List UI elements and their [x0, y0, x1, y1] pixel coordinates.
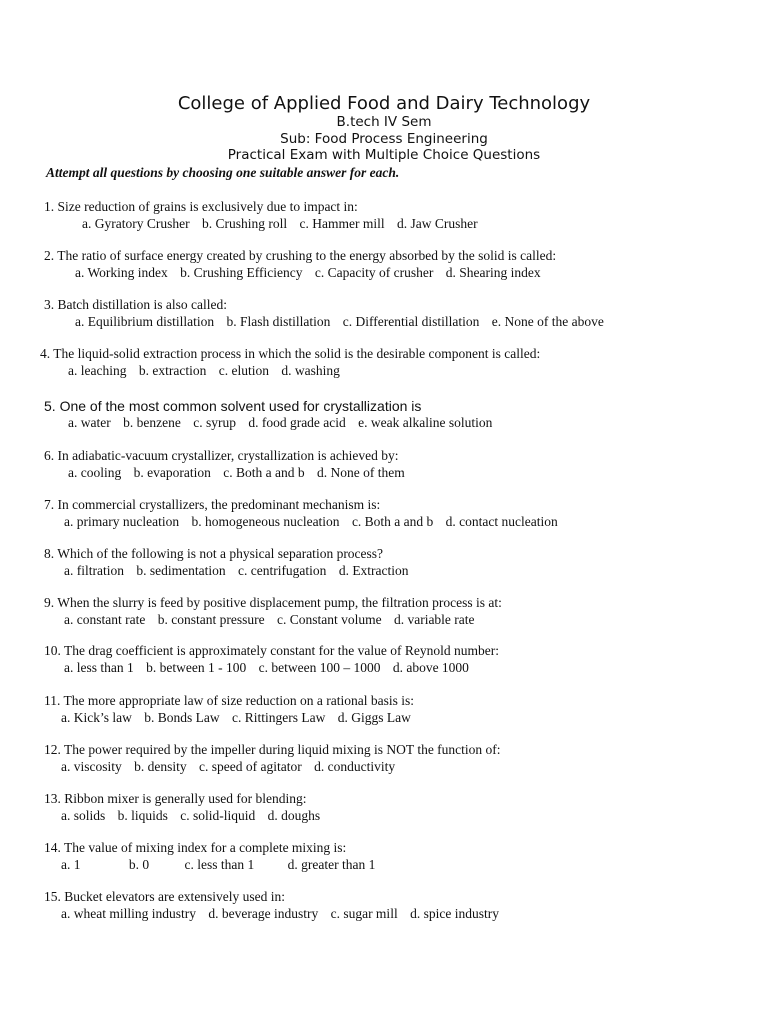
options-row: [75, 314, 613, 330]
question-stem: 6. In adiabatic-vacuum crystallizer, crystallization is achieved by:: [44, 448, 399, 463]
option[interactable]: c. Hammer mill: [299, 216, 385, 231]
question-stem: 4. The liquid-solid extraction process in which the solid is the desirable component is called:: [40, 346, 541, 361]
options-row: [68, 363, 349, 379]
option[interactable]: b. benzene: [123, 415, 181, 430]
option[interactable]: a. solids: [61, 808, 106, 823]
option[interactable]: a. Equilibrium distillation: [75, 314, 215, 329]
option[interactable]: e. None of the above: [491, 314, 604, 329]
option[interactable]: d. Jaw Crusher: [396, 216, 478, 231]
option[interactable]: a. water: [68, 415, 111, 430]
option[interactable]: c. Both a and b: [351, 514, 434, 529]
option[interactable]: b. evaporation: [133, 465, 211, 480]
option[interactable]: c. Rittingers Law: [231, 710, 326, 725]
question-stem: 11. The more appropriate law of size reduction on a rational basis is:: [44, 693, 415, 708]
exam-line: Practical Exam with Multiple Choice Questions: [227, 147, 541, 163]
option[interactable]: c. between 100 – 1000: [258, 660, 381, 675]
option[interactable]: d. Extraction: [338, 563, 409, 578]
question-stem: 10. The drag coefficient is approximately constant for the value of Reynold number:: [44, 643, 499, 658]
option[interactable]: b. homogeneous nucleation: [191, 514, 340, 529]
options-row: [64, 563, 418, 579]
question-stem: 15. Bucket elevators are extensively used in:: [44, 889, 286, 904]
option[interactable]: a. less than 1: [64, 660, 134, 675]
options-row: [82, 216, 487, 232]
option[interactable]: c. less than 1: [184, 857, 255, 872]
question-stem: 5. One of the most common solvent used for crystallization is: [44, 398, 422, 414]
option[interactable]: c. Both a and b: [223, 465, 305, 480]
option[interactable]: d. greater than 1: [287, 857, 376, 872]
option[interactable]: c. solid-liquid: [180, 808, 256, 823]
question-stem: 9. When the slurry is feed by positive displacement pump, the filtration process is at:: [44, 595, 502, 610]
option[interactable]: a. Kick’s law: [61, 710, 132, 725]
option[interactable]: d. above 1000: [392, 660, 469, 675]
option[interactable]: d. Shearing index: [445, 265, 541, 280]
option[interactable]: d. food grade acid: [248, 415, 346, 430]
options-row: [61, 857, 384, 873]
option[interactable]: c. sugar mill: [330, 906, 398, 921]
option[interactable]: b. between 1 - 100: [146, 660, 247, 675]
option[interactable]: d. doughs: [267, 808, 321, 823]
option[interactable]: c. elution: [218, 363, 269, 378]
option[interactable]: c. Capacity of crusher: [314, 265, 434, 280]
option[interactable]: b. extraction: [138, 363, 207, 378]
option[interactable]: b. liquids: [117, 808, 168, 823]
options-row: [61, 906, 508, 922]
option[interactable]: c. Differential distillation: [342, 314, 480, 329]
option[interactable]: b. Crushing roll: [201, 216, 288, 231]
course-line: B.tech IV Sem: [336, 114, 432, 130]
option[interactable]: c. speed of agitator: [199, 759, 302, 774]
option[interactable]: b. density: [134, 759, 187, 774]
option[interactable]: a. filtration: [64, 563, 124, 578]
option[interactable]: d. None of them: [316, 465, 405, 480]
option[interactable]: a. Gyratory Crusher: [82, 216, 190, 231]
option[interactable]: a. viscosity: [61, 759, 122, 774]
option[interactable]: d. conductivity: [314, 759, 396, 774]
option[interactable]: a. constant rate: [64, 612, 146, 627]
option[interactable]: d. contact nucleation: [445, 514, 558, 529]
option[interactable]: b. Bonds Law: [144, 710, 220, 725]
option[interactable]: c. syrup: [193, 415, 236, 430]
question-stem: 8. Which of the following is not a physical separation process?: [44, 546, 384, 561]
option[interactable]: d. spice industry: [410, 906, 499, 921]
option[interactable]: b. Crushing Efficiency: [180, 265, 303, 280]
option[interactable]: c. Constant volume: [276, 612, 382, 627]
options-row: [61, 808, 329, 824]
option[interactable]: a. wheat milling industry: [61, 906, 196, 921]
options-row: [64, 612, 484, 628]
options-row: [64, 514, 567, 530]
options-row: [61, 759, 404, 775]
option[interactable]: a. Working index: [75, 265, 168, 280]
question-stem: 2. The ratio of surface energy created by crushing to the energy absorbed by the solid is called:: [44, 248, 557, 263]
option[interactable]: a. cooling: [68, 465, 122, 480]
option[interactable]: a. leaching: [68, 363, 127, 378]
option[interactable]: d. variable rate: [393, 612, 475, 627]
options-row: [61, 710, 420, 726]
option[interactable]: d. beverage industry: [208, 906, 319, 921]
options-row: [75, 265, 550, 281]
college-title: College of Applied Food and Dairy Technology: [177, 93, 591, 114]
option[interactable]: b. constant pressure: [157, 612, 265, 627]
option[interactable]: b. 0: [128, 857, 150, 872]
options-row: [68, 465, 414, 481]
option[interactable]: a. 1: [61, 857, 81, 872]
option[interactable]: d. washing: [281, 363, 340, 378]
subject-line: Sub: Food Process Engineering: [280, 131, 488, 147]
option[interactable]: d. Giggs Law: [337, 710, 411, 725]
question-stem: 13. Ribbon mixer is generally used for blending:: [44, 791, 307, 806]
question-stem: 12. The power required by the impeller during liquid mixing is NOT the function of:: [44, 742, 501, 757]
question-stem: 1. Size reduction of grains is exclusively due to impact in:: [44, 199, 358, 214]
options-row: [68, 415, 501, 431]
option[interactable]: c. centrifugation: [237, 563, 327, 578]
question-stem: 7. In commercial crystallizers, the predominant mechanism is:: [44, 497, 381, 512]
options-row: [64, 660, 478, 676]
instructions: Attempt all questions by choosing one suitable answer for each.: [46, 165, 400, 180]
option[interactable]: b. Flash distillation: [226, 314, 331, 329]
question-stem: 14. The value of mixing index for a complete mixing is:: [44, 840, 347, 855]
option[interactable]: e. weak alkaline solution: [358, 415, 493, 430]
question-stem: 3. Batch distillation is also called:: [44, 297, 227, 312]
option[interactable]: b. sedimentation: [136, 563, 226, 578]
option[interactable]: a. primary nucleation: [64, 514, 180, 529]
